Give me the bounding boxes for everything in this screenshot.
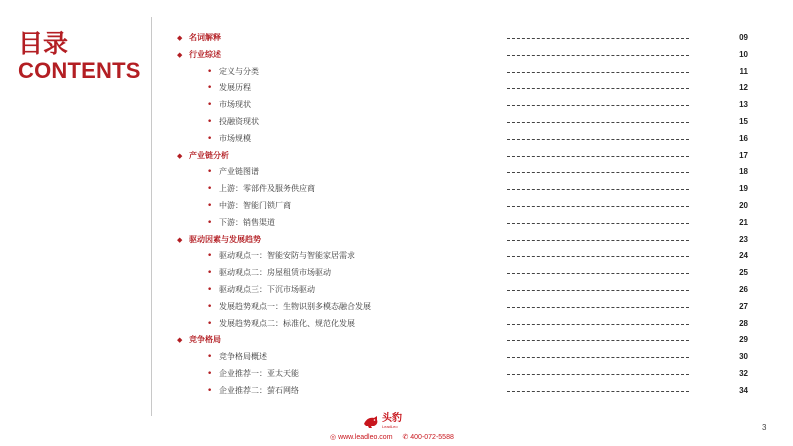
toc-label: 企业推荐二：萤石网络: [219, 385, 299, 395]
toc-page-number: 26: [739, 284, 748, 294]
toc-label: 投融资现状: [219, 116, 259, 126]
toc-section-row[interactable]: [0, 332, 793, 349]
toc-page-number: 18: [739, 167, 748, 177]
toc-label: 产业链图谱: [219, 167, 259, 177]
dotted-leader: [507, 55, 689, 56]
footer-contact: [330, 433, 454, 441]
toc-page-number: 30: [739, 352, 748, 362]
bullet-icon: •: [207, 116, 213, 127]
toc-item-row[interactable]: [0, 64, 793, 81]
bullet-icon: •: [207, 301, 213, 312]
web-icon: ◎: [330, 434, 337, 441]
toc-label: 竞争格局概述: [219, 352, 267, 362]
toc-label: 驱动观点三：下沉市场驱动: [219, 284, 315, 294]
dotted-leader: [507, 172, 689, 173]
logo-chinese: 头豹: [382, 413, 402, 424]
dotted-leader: [507, 105, 689, 106]
toc-item-row[interactable]: [0, 383, 793, 400]
bullet-icon: •: [207, 83, 213, 94]
bullet-icon: •: [207, 184, 213, 195]
toc-label: 竞争格局: [189, 335, 221, 345]
toc-page-number: 25: [739, 268, 748, 278]
toc-label: 发展历程: [219, 83, 251, 93]
toc-label: 下游：销售渠道: [219, 217, 275, 227]
bullet-icon: •: [207, 368, 213, 379]
toc-item-row[interactable]: [0, 198, 793, 215]
table-of-contents: [0, 30, 793, 400]
dotted-leader: [507, 240, 689, 241]
toc-page-number: 09: [739, 33, 748, 42]
toc-section-row[interactable]: [0, 30, 793, 47]
phone-icon: ✆: [402, 434, 409, 441]
title-english: CONTENTS: [18, 58, 141, 83]
dotted-leader: [507, 340, 689, 341]
toc-page-number: 19: [739, 184, 748, 194]
toc-page-number: 12: [739, 83, 748, 93]
toc-page-number: 15: [739, 116, 748, 126]
bullet-icon: •: [207, 200, 213, 211]
diamond-icon: ◆: [177, 235, 183, 244]
toc-label: 市场现状: [219, 100, 251, 110]
toc-item-row[interactable]: [0, 114, 793, 131]
toc-label: 上游：零部件及服务供应商: [219, 184, 315, 194]
bullet-icon: •: [207, 284, 213, 295]
toc-page-number: 20: [739, 200, 748, 210]
bullet-icon: •: [207, 217, 213, 228]
toc-label: 发展趋势观点一：生物识别多模态融合发展: [219, 301, 371, 311]
dotted-leader: [507, 189, 689, 190]
toc-label: 市场规模: [219, 133, 251, 143]
title-chinese: 目录: [18, 29, 69, 58]
dotted-leader: [507, 290, 689, 291]
toc-page-number: 24: [739, 251, 748, 261]
toc-item-row[interactable]: [0, 80, 793, 97]
toc-label: 定义与分类: [219, 66, 259, 76]
toc-label: 驱动观点二：房屋租赁市场驱动: [219, 268, 331, 278]
toc-section-row[interactable]: [0, 47, 793, 64]
diamond-icon: ◆: [177, 34, 183, 42]
bullet-icon: •: [207, 352, 213, 363]
toc-item-row[interactable]: [0, 282, 793, 299]
dotted-leader: [507, 122, 689, 123]
toc-page-number: 11: [739, 66, 748, 76]
dotted-leader: [507, 391, 689, 392]
toc-label: 产业链分析: [189, 150, 229, 160]
bullet-icon: •: [207, 251, 213, 262]
dotted-leader: [507, 357, 689, 358]
toc-label: 中游：智能门锁厂商: [219, 200, 291, 210]
toc-page-number: 29: [739, 335, 748, 345]
toc-page-number: 17: [739, 150, 748, 160]
dotted-leader: [507, 374, 689, 375]
toc-page-number: 27: [739, 301, 748, 311]
toc-item-row[interactable]: [0, 97, 793, 114]
dotted-leader: [507, 72, 689, 73]
toc-item-row[interactable]: [0, 349, 793, 366]
toc-item-row[interactable]: [0, 265, 793, 282]
toc-item-row[interactable]: [0, 366, 793, 383]
dotted-leader: [507, 223, 689, 224]
dotted-leader: [507, 139, 689, 140]
toc-page-number: 28: [739, 318, 748, 328]
toc-label: 驱动因素与发展趋势: [189, 234, 261, 244]
toc-item-row[interactable]: [0, 131, 793, 148]
toc-label: 行业综述: [189, 49, 221, 59]
toc-page-number: 32: [739, 368, 748, 378]
dotted-leader: [507, 307, 689, 308]
toc-item-row[interactable]: [0, 215, 793, 232]
dotted-leader: [507, 324, 689, 325]
leopard-logo-icon: [362, 413, 380, 429]
diamond-icon: ◆: [177, 151, 183, 160]
dotted-leader: [507, 206, 689, 207]
bullet-icon: •: [207, 167, 213, 178]
toc-section-row[interactable]: [0, 148, 793, 165]
dotted-leader: [507, 156, 689, 157]
website-link[interactable]: www.leadleo.com: [338, 434, 393, 441]
phone-number: 400-072-5588: [410, 434, 454, 441]
bullet-icon: •: [207, 133, 213, 144]
toc-label: 名词解释: [189, 33, 221, 42]
toc-label: 驱动观点一：智能安防与智能家居需求: [219, 251, 355, 261]
toc-page-number: 23: [739, 234, 748, 244]
toc-page-number: 16: [739, 133, 748, 143]
bullet-icon: •: [207, 268, 213, 279]
bullet-icon: •: [207, 66, 213, 77]
bullet-icon: •: [207, 318, 213, 329]
dotted-leader: [507, 38, 689, 39]
toc-item-row[interactable]: [0, 316, 793, 333]
logo-english: LeadLeo: [382, 424, 398, 429]
toc-item-row[interactable]: [0, 248, 793, 265]
bullet-icon: •: [207, 385, 213, 396]
toc-label: 发展趋势观点二：标准化、规范化发展: [219, 318, 355, 328]
page-number: 3: [762, 423, 767, 432]
toc-page-number: 21: [739, 217, 748, 227]
dotted-leader: [507, 273, 689, 274]
toc-page-number: 10: [739, 49, 748, 59]
toc-item-row[interactable]: [0, 164, 793, 181]
toc-item-row[interactable]: [0, 299, 793, 316]
bullet-icon: •: [207, 100, 213, 111]
dotted-leader: [507, 88, 689, 89]
diamond-icon: ◆: [177, 336, 183, 345]
leadleo-logo: [362, 413, 432, 429]
dotted-leader: [507, 256, 689, 257]
toc-item-row[interactable]: [0, 181, 793, 198]
diamond-icon: ◆: [177, 50, 183, 59]
toc-page-number: 13: [739, 100, 748, 110]
toc-label: 企业推荐一：亚太天能: [219, 368, 299, 378]
toc-section-row[interactable]: [0, 232, 793, 249]
toc-page-number: 34: [739, 385, 748, 395]
